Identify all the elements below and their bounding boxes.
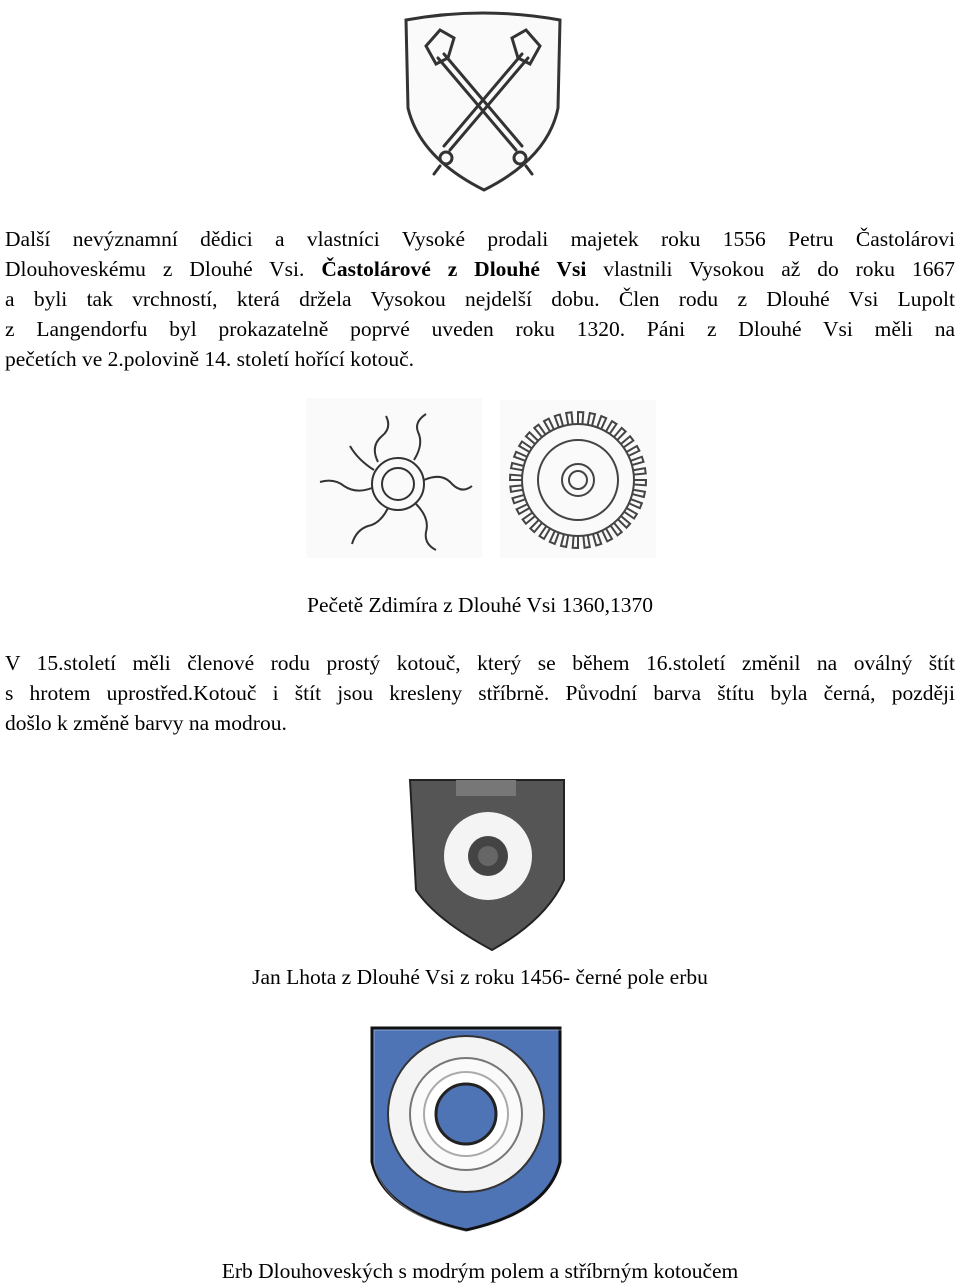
text-run: vlastnili Vysokou až do roku 1667 [586, 257, 955, 281]
paragraph-history [5, 224, 955, 374]
bold-text-castolar: Častolárové z Dlouhé Vsi [321, 257, 587, 281]
text-line: z Langendorfu byl prokazatelně poprvé uveden roku 1320. Páni z Dlouhé Vsi měli na [5, 317, 955, 341]
text-line [5, 254, 955, 284]
caption-seals: Pečetě Zdimíra z Dlouhé Vsi 1360,1370 [307, 593, 653, 617]
text-line: Další nevýznamní dědici a vlastníci Vysoké prodali majetek roku 1556 Petru Častolárovi [5, 227, 955, 251]
text-line: došlo k změně barvy na modrou. [5, 711, 287, 735]
text-run: Dlouhoveskému z Dlouhé Vsi. [5, 257, 322, 281]
crossed-keys-shield-image [398, 8, 568, 194]
caption-lhota: Jan Lhota z Dlouhé Vsi z roku 1456- černé pole erbu [252, 965, 708, 989]
paragraph-disc-shield [5, 648, 955, 738]
black-shield-disc-image [396, 770, 576, 952]
toothed-disc-seal-image [500, 400, 656, 558]
text-line: s hrotem uprostřed.Kotouč i štít jsou kresleny stříbrně. Původní barva štítu byla černá, později [5, 681, 955, 705]
blue-shield-disc-image [368, 1022, 564, 1234]
text-line: pečetích ve 2.polovině 14. století hořící kotouč. [5, 347, 414, 371]
text-line: a byli tak vrchností, která držela Vysokou nejdelší dobu. Člen rodu z Dlouhé Vsi Lupolt [5, 287, 955, 311]
text-line: V 15.století měli členové rodu prostý kotouč, který se během 16.století změnil na oválný štít [5, 651, 955, 675]
caption-erb: Erb Dlouhoveských s modrým polem a stříbrným kotoučem [221, 1259, 739, 1283]
burning-disc-seal-image [306, 398, 482, 558]
